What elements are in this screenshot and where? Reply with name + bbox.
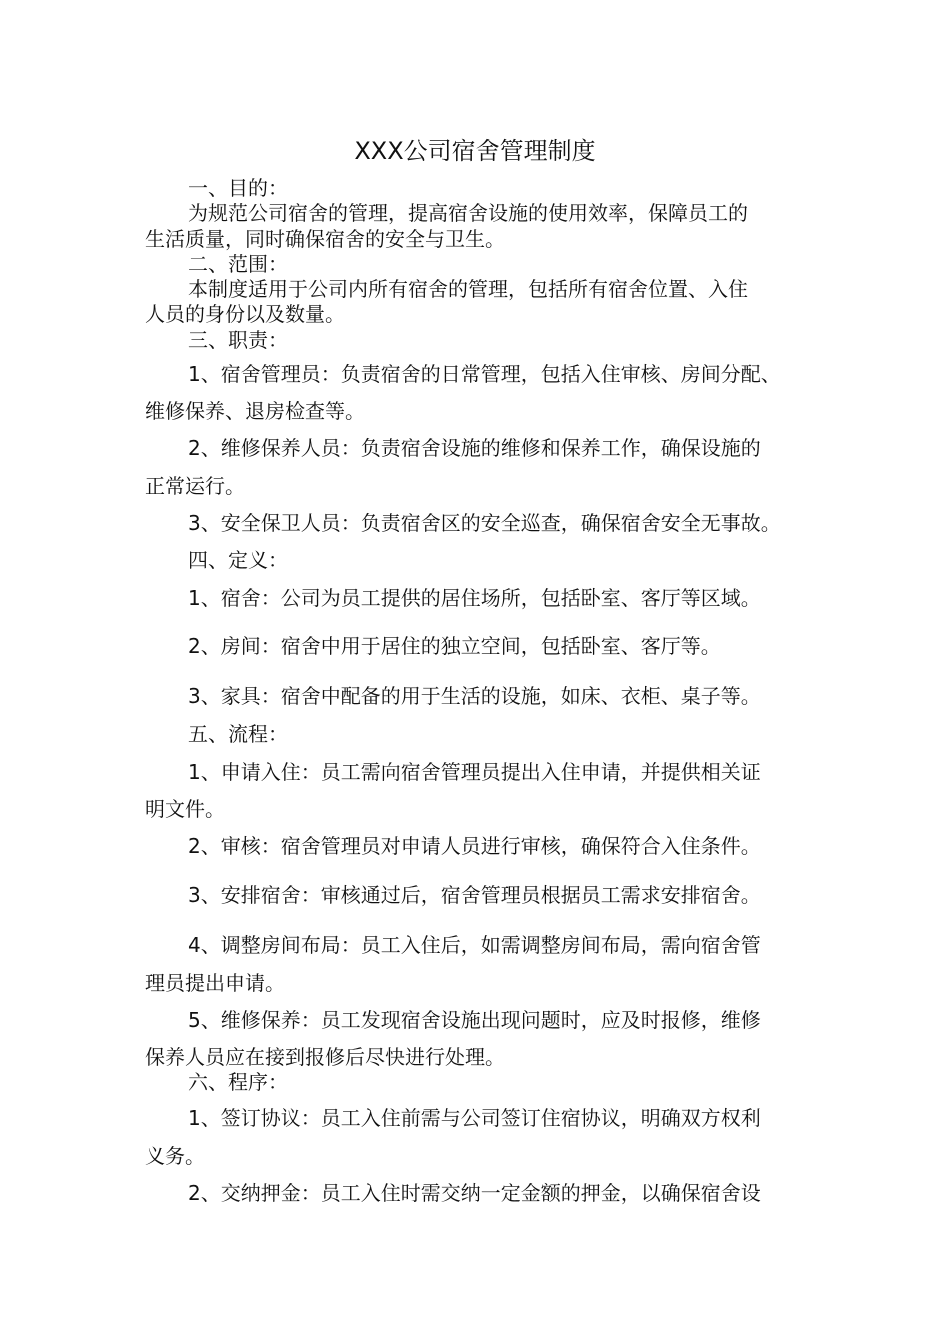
paragraph-line: 生活质量，同时确保宿舍的安全与卫生。 — [145, 227, 505, 251]
document-title: XXX公司宿舍管理制度 — [354, 137, 596, 165]
list-item: 4、调整房间布局：员工入住后，如需调整房间布局，需向宿舍管 — [188, 933, 761, 957]
list-item: 2、交纳押金：员工入住时需交纳一定金额的押金，以确保宿舍设 — [188, 1181, 761, 1205]
list-item-continuation: 明文件。 — [145, 797, 225, 821]
list-item-continuation: 维修保养、退房检查等。 — [145, 399, 365, 423]
paragraph-line: 人员的身份以及数量。 — [145, 302, 345, 326]
list-item-continuation: 正常运行。 — [145, 474, 245, 498]
section-heading-purpose: 一、目的： — [188, 176, 288, 200]
list-item-continuation: 义务。 — [145, 1144, 205, 1168]
list-item: 1、宿舍：公司为员工提供的居住场所，包括卧室、客厅等区域。 — [188, 586, 761, 610]
section-heading-process: 五、流程： — [188, 722, 288, 746]
paragraph-line: 为规范公司宿舍的管理，提高宿舍设施的使用效率，保障员工的 — [188, 201, 748, 225]
list-item: 2、房间：宿舍中用于居住的独立空间，包括卧室、客厅等。 — [188, 634, 721, 658]
list-item-continuation: 保养人员应在接到报修后尽快进行处理。 — [145, 1045, 505, 1069]
section-heading-definitions: 四、定义： — [188, 548, 288, 572]
section-heading-procedure: 六、程序： — [188, 1070, 288, 1094]
list-item: 1、申请入住：员工需向宿舍管理员提出入住申请，并提供相关证 — [188, 760, 761, 784]
section-heading-duties: 三、职责： — [188, 328, 288, 352]
list-item-continuation: 理员提出申请。 — [145, 971, 285, 995]
list-item: 1、宿舍管理员：负责宿舍的日常管理，包括入住审核、房间分配、 — [188, 362, 781, 386]
list-item: 3、家具：宿舍中配备的用于生活的设施，如床、衣柜、桌子等。 — [188, 684, 761, 708]
list-item: 3、安排宿舍：审核通过后，宿舍管理员根据员工需求安排宿舍。 — [188, 883, 761, 907]
list-item: 2、审核：宿舍管理员对申请人员进行审核，确保符合入住条件。 — [188, 834, 761, 858]
paragraph-line: 本制度适用于公司内所有宿舍的管理，包括所有宿舍位置、入住 — [188, 277, 748, 301]
list-item: 1、签订协议：员工入住前需与公司签订住宿协议，明确双方权利 — [188, 1106, 761, 1130]
list-item: 2、维修保养人员：负责宿舍设施的维修和保养工作，确保设施的 — [188, 436, 761, 460]
section-heading-scope: 二、范围： — [188, 252, 288, 276]
list-item: 3、安全保卫人员：负责宿舍区的安全巡查，确保宿舍安全无事故。 — [188, 511, 781, 535]
list-item: 5、维修保养：员工发现宿舍设施出现问题时，应及时报修，维修 — [188, 1008, 761, 1032]
